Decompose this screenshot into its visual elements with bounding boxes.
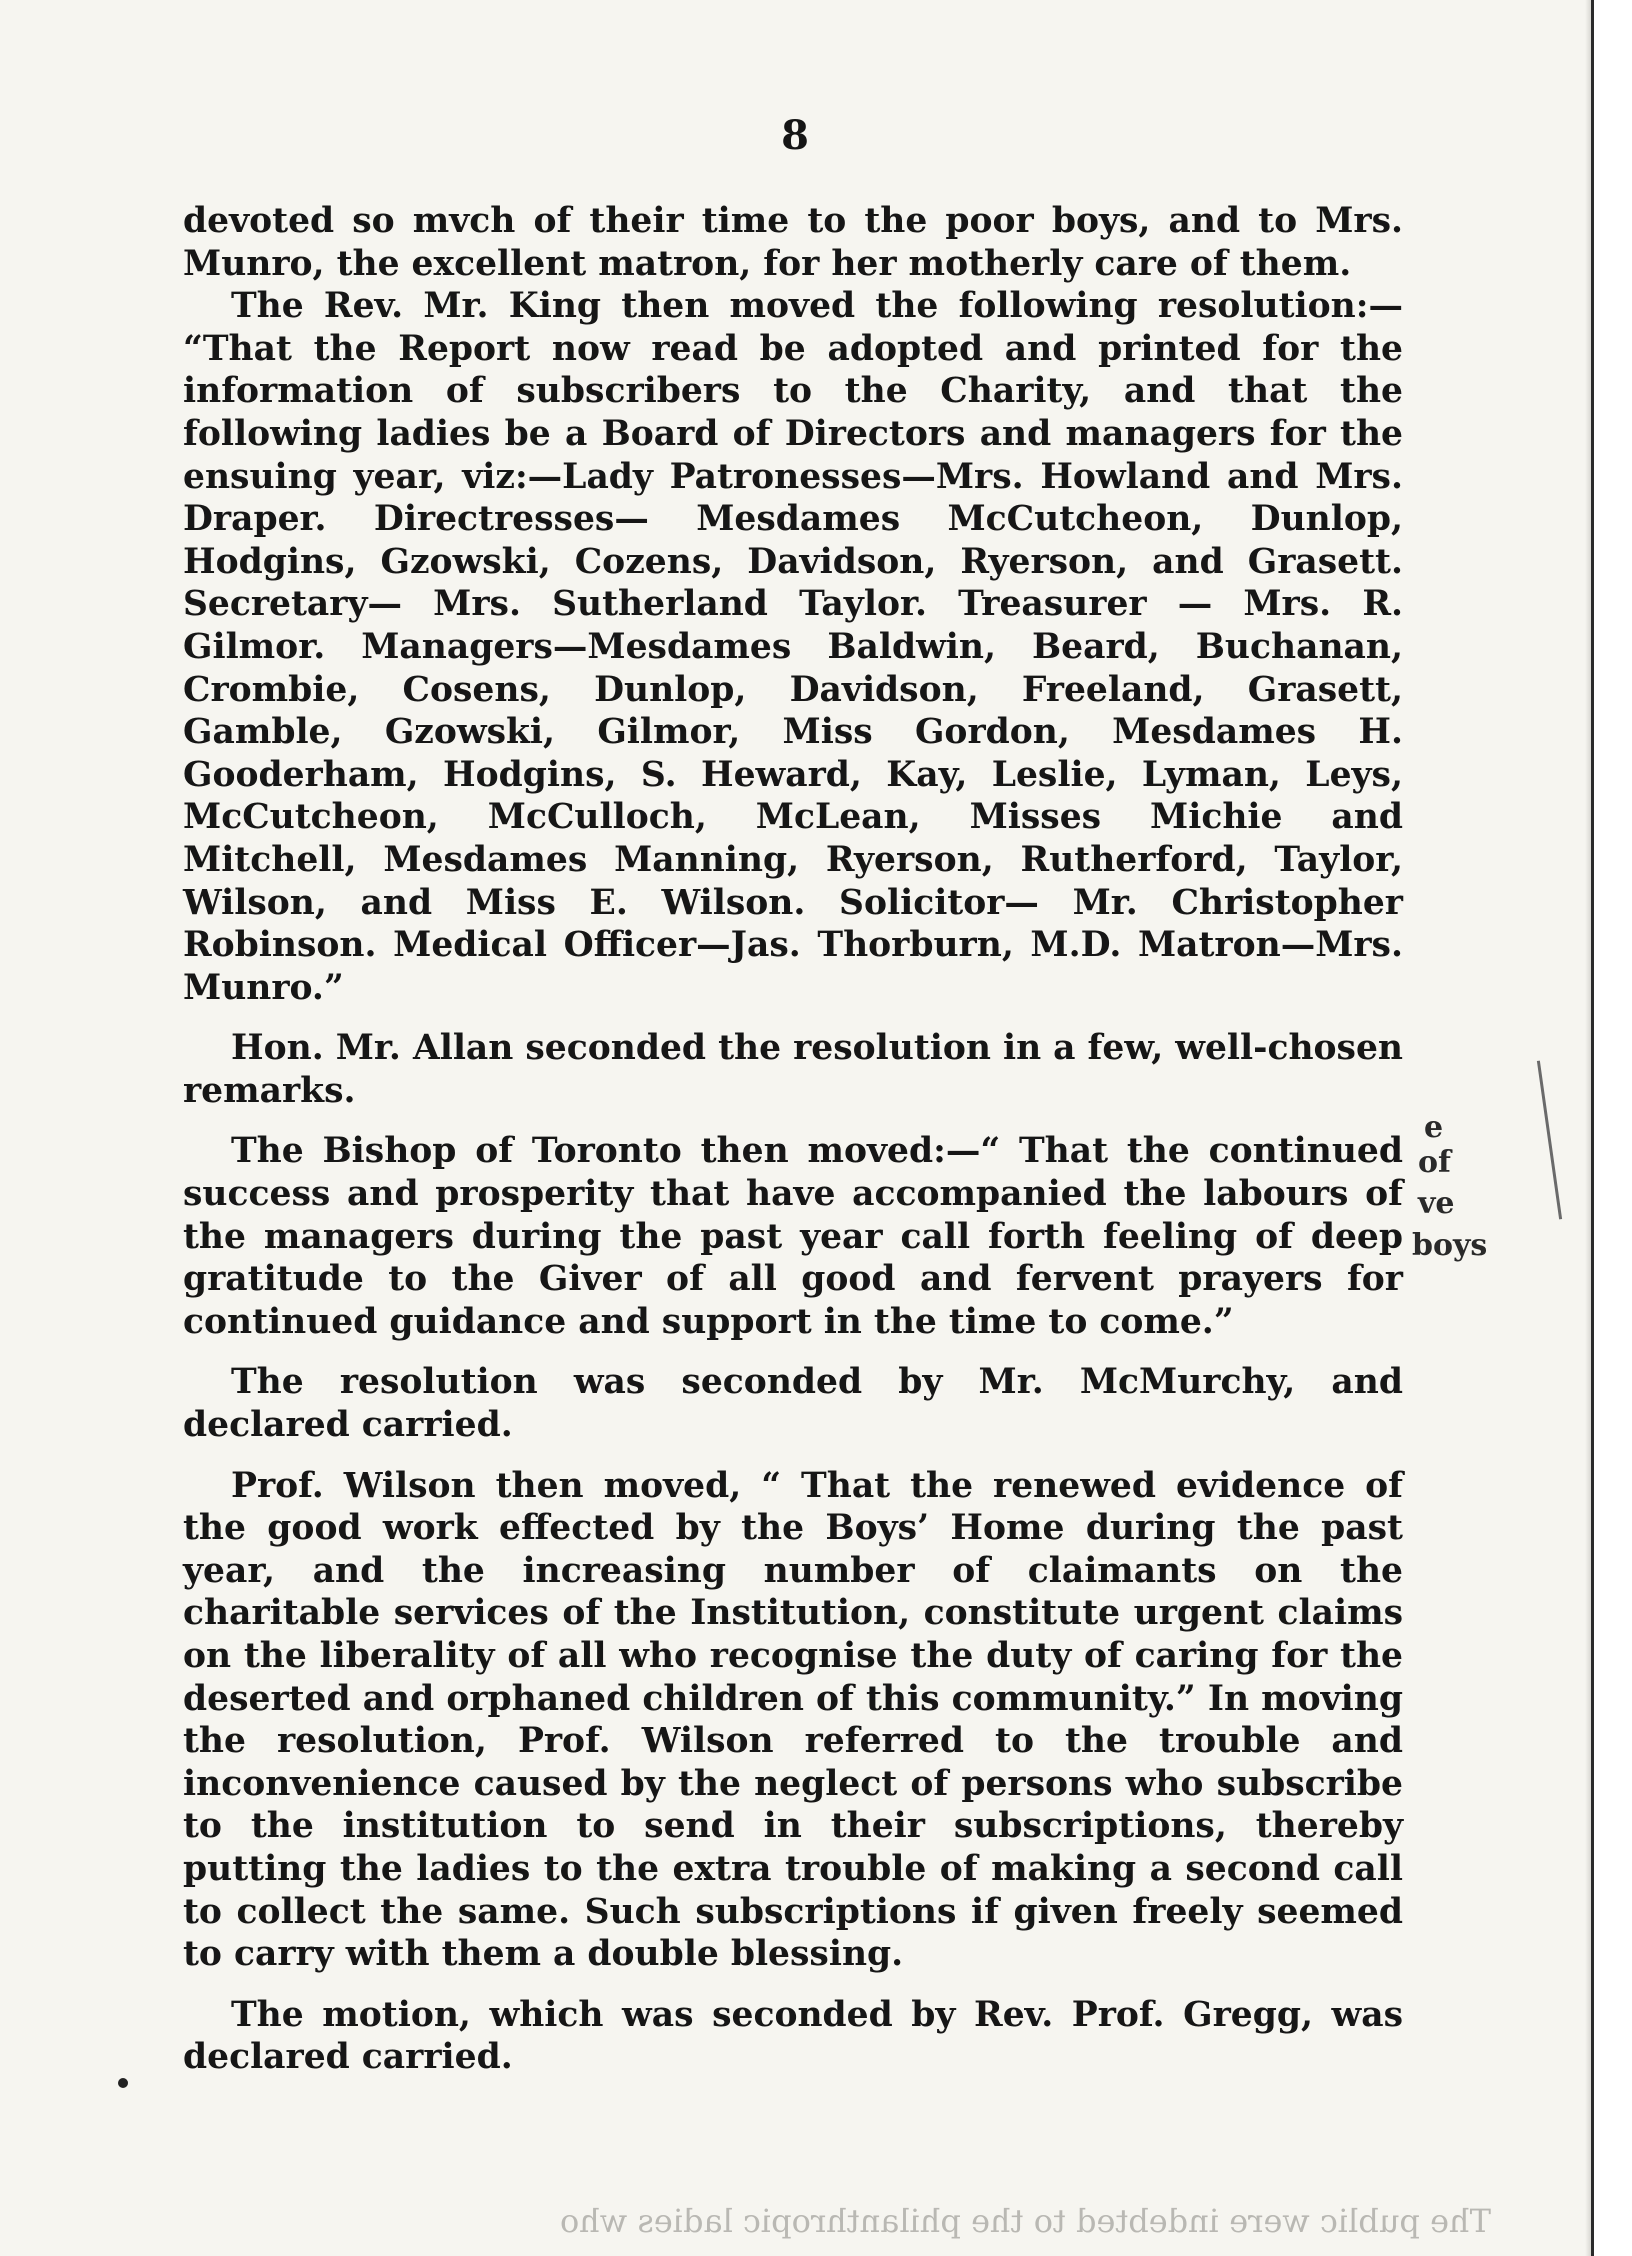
page-number: 8 xyxy=(781,112,809,159)
paragraph-2: The Rev. Mr. King then moved the following resolution:— “That the Report now read be adopted and printed for the information of subscribers to the Charity, and that the following ladies be a Board of Directors and managers for the ensuing year, viz:—Lady Patronesses—Mrs. Howland and Mrs. Draper. Directresses— Mesdames McCutcheon, Dunlop, Hodgins, Gzowski, Cozens, Davidson, Ryerson, and Grasett. Secretary— Mrs. Sutherland Taylor. Treasurer — Mrs. R. Gilmor. Managers—Mesdames Baldwin, Beard, Buchanan, Crombie, Cosens, Dunlop, Davidson, Freeland, Grasett, Gamble, Gzowski, Gilmor, Miss Gordon, Mesdames H. Gooderham, Hodgins, S. Heward, Kay, Leslie, Lyman, Leys, McCutcheon, McCulloch, McLean, Misses Michie and Mitchell, Mesdames Manning, Ryerson, Rutherford, Taylor, Wilson, and Miss E. Wilson. Solicitor— Mr. Christopher Robinson. Medical Officer—Jas. Thorburn, M.D. Matron—Mrs. Munro.” xyxy=(183,286,1403,1008)
margin-note-of: of xyxy=(1418,1145,1451,1180)
paragraph-6: Prof. Wilson then moved, “ That the renewed evidence of the good work effected by the Boys’ Home during the past year, and the increasing number of claimants on the charitable services of the Institution, constitute urgent claims on the liberality of all who recognise the duty of caring for the deserted and orphaned children of this community.” In moving the resolution, Prof. Wilson referred to the trouble and inconvenience caused by the neglect of persons who subscribe to the institution to send in their subscriptions, thereby putting the ladies to the extra trouble of making a second call to collect the same. Such subscriptions if given freely seemed to carry with them a double blessing. xyxy=(183,1465,1403,1975)
margin-note-ve: ve xyxy=(1418,1186,1455,1221)
margin-note-e: e xyxy=(1424,1110,1444,1145)
paragraph-5: The resolution was seconded by Mr. McMurchy, and declared carried. xyxy=(183,1362,1403,1446)
ink-spot xyxy=(118,2078,128,2088)
paragraph-1: devoted so mvch of their time to the poor boys, and to Mrs. Munro, the excellent matron, for her motherly care of them. xyxy=(183,201,1403,284)
margin-note-boys: boys xyxy=(1412,1228,1488,1263)
margin-pencil-mark xyxy=(1537,1061,1562,1220)
page-edge xyxy=(1591,0,1632,2256)
body-text xyxy=(183,200,1403,2079)
paragraph-4: The Bishop of Toronto then moved:—“ That the continued success and prosperity that have accompanied the labours of the managers during the past year call forth feeling of deep gratitude to the Giver of all good and fervent prayers for continued guidance and support in the time to come.” xyxy=(183,1131,1403,1342)
paragraph-3: Hon. Mr. Allan seconded the resolution in a few, well-chosen remarks. xyxy=(183,1028,1403,1111)
show-through-text: The public were indebted to the philanthropic ladies who xyxy=(560,2202,1491,2240)
paragraph-7: The motion, which was seconded by Rev. Prof. Gregg, was declared carried. xyxy=(183,1994,1403,2078)
